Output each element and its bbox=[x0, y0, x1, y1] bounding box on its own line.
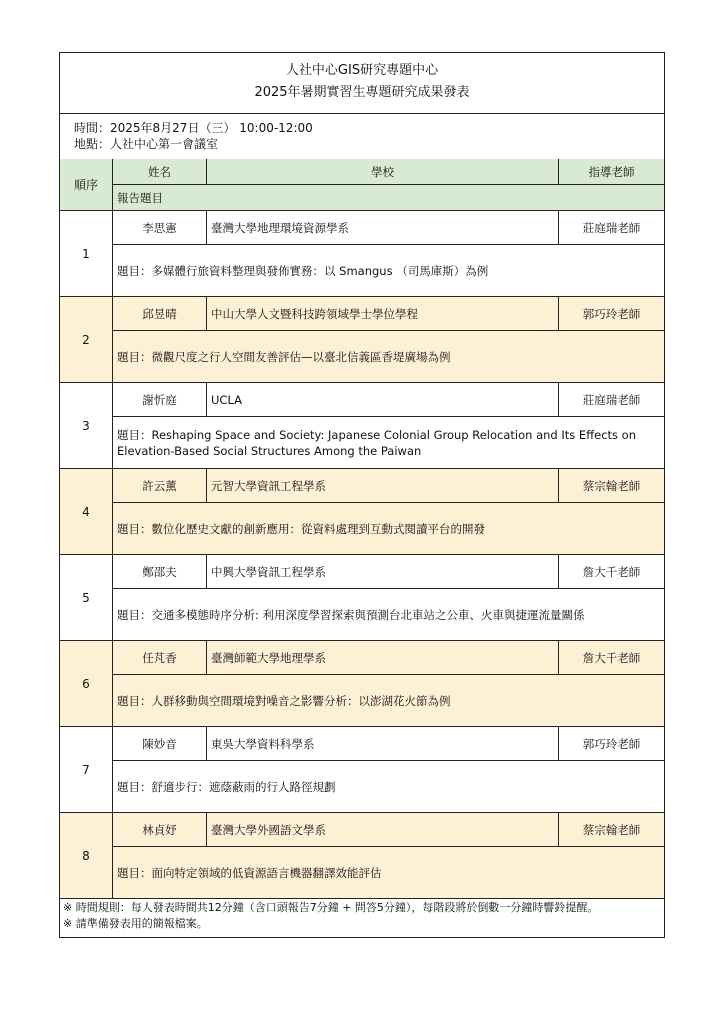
presenter-school: 東吳大學資料科學系 bbox=[207, 727, 559, 761]
report-topic-text: 題目：數位化歷史文獻的創新應用：從資料處理到互動式閱讀平台的開發 bbox=[117, 521, 485, 536]
report-topic bbox=[113, 503, 664, 555]
advisor-name: 郭巧玲老師 bbox=[559, 727, 664, 761]
title-line-2: 2025年暑期實習生專題研究成果發表 bbox=[254, 85, 470, 100]
presenter-school: 中山大學人文暨科技跨領域學士學位學程 bbox=[207, 297, 559, 331]
row-number: 3 bbox=[60, 383, 113, 469]
presenter-name: 林貞妤 bbox=[113, 813, 207, 847]
report-topic bbox=[113, 417, 664, 469]
header-order: 順序 bbox=[60, 159, 113, 211]
advisor-name: 蔡宗翰老師 bbox=[559, 469, 664, 503]
advisor-name: 詹大千老師 bbox=[559, 641, 664, 675]
row-number: 4 bbox=[60, 469, 113, 555]
info-box bbox=[60, 113, 664, 160]
report-topic-text: 題目：微觀尺度之行人空間友善評估—以臺北信義區香堤廣場為例 bbox=[117, 349, 451, 364]
header-topic: 報告題目 bbox=[113, 185, 664, 211]
title-line-1: 人社中心GIS研究專題中心 bbox=[285, 63, 439, 78]
header-name: 姓名 bbox=[113, 159, 207, 185]
presenter-name: 謝忻庭 bbox=[113, 383, 207, 417]
row-number: 6 bbox=[60, 641, 113, 727]
note-slides: ※ 請準備發表用的簡報檔案。 bbox=[63, 917, 208, 930]
note-time-rule: ※ 時間規則：每人發表時間共12分鐘（含口頭報告7分鐘 + 問答5分鐘），每階段將於倒數一分鐘時響鈴提醒。 bbox=[63, 901, 599, 914]
row-number: 5 bbox=[60, 555, 113, 641]
report-topic-text: 題目：Reshaping Space and Society: Japanese Colonial Group Relocation and Its Effects on Elevation-Based Social Structures Among the Paiwan bbox=[117, 427, 636, 458]
row-number: 8 bbox=[60, 813, 113, 899]
row-number: 2 bbox=[60, 297, 113, 383]
report-topic bbox=[113, 675, 664, 727]
advisor-name: 莊庭瑞老師 bbox=[559, 383, 664, 417]
report-topic-text: 題目：交通多模態時序分析: 利用深度學習探索與預測台北車站之公車、火車與捷運流量關係 bbox=[117, 607, 585, 622]
title-box bbox=[60, 53, 664, 114]
presenter-name: 邱昱晴 bbox=[113, 297, 207, 331]
presenter-name: 許云薰 bbox=[113, 469, 207, 503]
report-topic bbox=[113, 331, 664, 383]
presenter-school: 臺灣師範大學地理學系 bbox=[207, 641, 559, 675]
report-topic-text: 題目：面向特定領域的低資源語言機器翻譯效能評估 bbox=[117, 865, 382, 880]
event-location: 地點：人社中心第一會議室 bbox=[74, 137, 219, 151]
presenter-school: 元智大學資訊工程學系 bbox=[207, 469, 559, 503]
report-topic bbox=[113, 245, 664, 297]
row-number: 1 bbox=[60, 211, 113, 297]
report-topic bbox=[113, 761, 664, 813]
report-topic-text: 題目：舒適步行：遮蔭蔽雨的行人路徑規劃 bbox=[117, 779, 336, 794]
advisor-name: 莊庭瑞老師 bbox=[559, 211, 664, 245]
presenter-name: 任芃香 bbox=[113, 641, 207, 675]
advisor-name: 郭巧玲老師 bbox=[559, 297, 664, 331]
notes-box bbox=[60, 895, 664, 937]
report-topic bbox=[113, 847, 664, 899]
header-advisor: 指導老師 bbox=[559, 159, 664, 185]
report-topic-text: 題目：多媒體行旅資料整理與發佈實務：以 Smangus （司馬庫斯）為例 bbox=[117, 263, 489, 278]
advisor-name: 詹大千老師 bbox=[559, 555, 664, 589]
row-number: 7 bbox=[60, 727, 113, 813]
presenter-school: UCLA bbox=[207, 383, 559, 417]
report-topic-text: 題目：人群移動與空間環境對噪音之影響分析：以澎湖花火節為例 bbox=[117, 693, 451, 708]
presenter-name: 鄭邵夫 bbox=[113, 555, 207, 589]
presenter-school: 中興大學資訊工程學系 bbox=[207, 555, 559, 589]
header-school: 學校 bbox=[207, 159, 559, 185]
presenter-school: 臺灣大學地理環境資源學系 bbox=[207, 211, 559, 245]
presenter-school: 臺灣大學外國語文學系 bbox=[207, 813, 559, 847]
presenter-name: 陳妙音 bbox=[113, 727, 207, 761]
event-time: 時間：2025年8月27日（三） 10:00-12:00 bbox=[74, 121, 313, 135]
advisor-name: 蔡宗翰老師 bbox=[559, 813, 664, 847]
presenter-name: 李思憲 bbox=[113, 211, 207, 245]
schedule-sheet bbox=[59, 52, 665, 938]
report-topic bbox=[113, 589, 664, 641]
